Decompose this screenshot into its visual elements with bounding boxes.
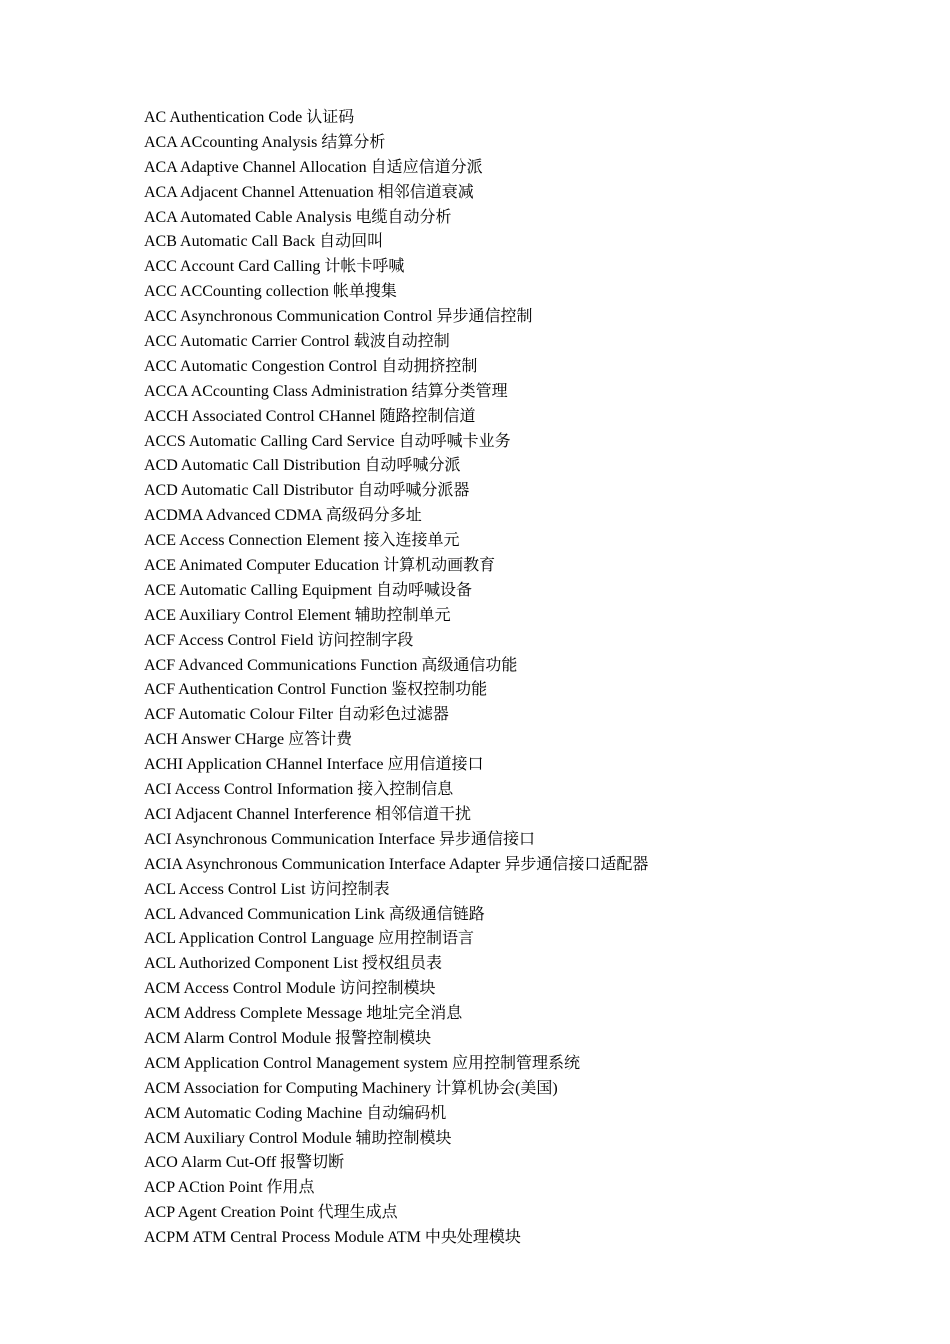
glossary-entry: ACD Automatic Call Distributor 自动呼喊分派器 [144, 482, 470, 500]
glossary-entry: ACM Alarm Control Module 报警控制模块 [144, 1029, 432, 1047]
glossary-entry: ACA Automated Cable Analysis 电缆自动分析 [144, 208, 452, 226]
glossary-entry: ACDMA Advanced CDMA 高级码分多址 [144, 507, 422, 525]
glossary-entry: ACM Auxiliary Control Module 辅助控制模块 [144, 1129, 452, 1147]
glossary-entry: ACE Auxiliary Control Element 辅助控制单元 [144, 606, 451, 624]
glossary-entry: ACM Access Control Module 访问控制模块 [144, 980, 436, 998]
glossary-entry: ACC Account Card Calling 计帐卡呼喊 [144, 258, 405, 276]
glossary-entry: ACC Asynchronous Communication Control 异步通信控制 [144, 308, 533, 326]
glossary-entry: ACF Advanced Communications Function 高级通信功能 [144, 656, 518, 674]
glossary-entry: ACP Agent Creation Point 代理生成点 [144, 1204, 398, 1222]
glossary-entry: ACPM ATM Central Process Module ATM 中央处理模块 [144, 1229, 521, 1247]
glossary-entry: ACA Adjacent Channel Attenuation 相邻信道衰减 [144, 183, 474, 201]
glossary-entry: ACCS Automatic Calling Card Service 自动呼喊卡业务 [144, 432, 511, 450]
glossary-entry: ACH Answer CHarge 应答计费 [144, 731, 353, 749]
glossary-entry: ACB Automatic Call Back 自动回叫 [144, 233, 384, 251]
glossary-entry: ACM Address Complete Message 地址完全消息 [144, 1005, 463, 1023]
glossary-entry: ACE Access Connection Element 接入连接单元 [144, 532, 460, 550]
glossary-entry: ACM Application Control Management system 应用控制管理系统 [144, 1054, 580, 1072]
glossary-entry: ACL Authorized Component List 授权组员表 [144, 955, 443, 973]
glossary-entry: ACE Animated Computer Education 计算机动画教育 [144, 557, 496, 575]
glossary-entry: ACF Authentication Control Function 鉴权控制功能 [144, 681, 488, 699]
glossary-entry: ACF Access Control Field 访问控制字段 [144, 631, 414, 649]
glossary-entry: ACL Access Control List 访问控制表 [144, 880, 390, 898]
glossary-entry: ACI Asynchronous Communication Interface 异步通信接口 [144, 830, 536, 848]
glossary-entry: ACIA Asynchronous Communication Interface Adapter 异步通信接口适配器 [144, 855, 649, 873]
glossary-entry: ACC ACCounting collection 帐单搜集 [144, 283, 397, 301]
glossary-entry: ACC Automatic Congestion Control 自动拥挤控制 [144, 357, 478, 375]
glossary-entry: ACM Association for Computing Machinery 计算机协会(美国) [144, 1079, 558, 1097]
glossary-entry: AC Authentication Code 认证码 [144, 109, 355, 126]
glossary-entry: ACD Automatic Call Distribution 自动呼喊分派 [144, 457, 461, 475]
glossary-entry: ACL Application Control Language 应用控制语言 [144, 930, 475, 948]
glossary-entry: ACA ACcounting Analysis 结算分析 [144, 133, 386, 151]
glossary-entry: ACF Automatic Colour Filter 自动彩色过滤器 [144, 706, 449, 724]
glossary-list [144, 106, 648, 1251]
glossary-entry: ACP ACtion Point 作用点 [144, 1179, 315, 1197]
glossary-entry: ACC Automatic Carrier Control 载波自动控制 [144, 333, 450, 351]
glossary-entry: ACM Automatic Coding Machine 自动编码机 [144, 1104, 447, 1122]
glossary-entry: ACL Advanced Communication Link 高级通信链路 [144, 905, 485, 923]
glossary-entry: ACHI Application CHannel Interface 应用信道接口 [144, 756, 484, 774]
glossary-entry: ACE Automatic Calling Equipment 自动呼喊设备 [144, 581, 472, 599]
glossary-entry: ACCH Associated Control CHannel 随路控制信道 [144, 407, 476, 425]
glossary-entry: ACI Access Control Information 接入控制信息 [144, 781, 454, 799]
glossary-entry: ACI Adjacent Channel Interference 相邻信道干扰 [144, 805, 472, 823]
glossary-entry: ACCA ACcounting Class Administration 结算分类管理 [144, 382, 508, 400]
glossary-entry: ACA Adaptive Channel Allocation 自适应信道分派 [144, 158, 483, 176]
glossary-entry: ACO Alarm Cut-Off 报警切断 [144, 1154, 345, 1172]
